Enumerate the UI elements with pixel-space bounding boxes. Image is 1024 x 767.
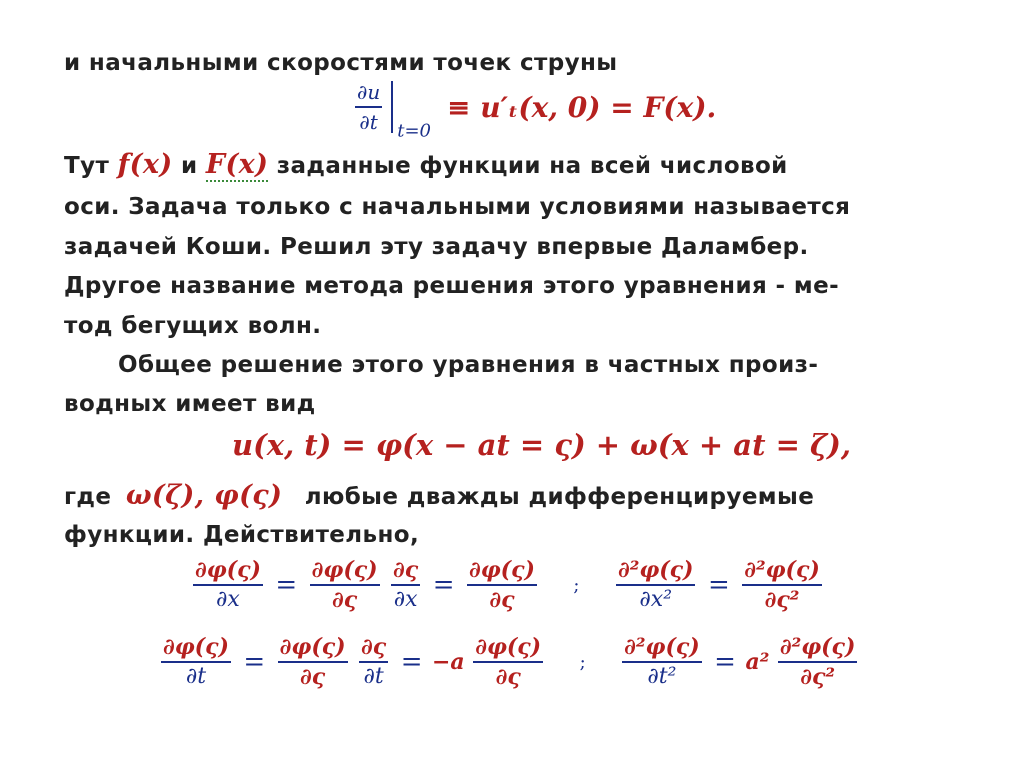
denominator: ∂t (185, 664, 207, 689)
fraction-dphi-dzeta (473, 633, 543, 691)
semicolon: ; (579, 651, 586, 673)
denominator: ∂ς² (764, 587, 800, 613)
fraction-dphi-dx (193, 556, 263, 614)
equation-initial-velocity (352, 78, 716, 142)
text-line-5: Другое название метода решения этого уравнения - ме- (64, 273, 840, 299)
numerator: ∂²φ(ς) (616, 556, 696, 586)
numerator: ∂²φ(ς) (622, 633, 702, 663)
numerator: ∂²φ(ς) (742, 556, 822, 586)
equals-sign: = (243, 647, 266, 677)
text-line-1: и начальными скоростями точек струны (64, 50, 618, 76)
equation-rhs: ≡ u′ₜ(x, 0) = F(x). (447, 90, 717, 124)
equals-sign: = (400, 647, 423, 677)
fraction-d2phi-dt2 (622, 633, 702, 691)
word-gde: где (64, 484, 112, 510)
text-line-9-rest: любые дважды дифференцируемые (304, 484, 815, 510)
numerator: ∂φ(ς) (193, 556, 263, 586)
minus-a: −a (432, 649, 465, 675)
equation-row-x-derivatives (190, 556, 825, 614)
text-line-9 (64, 481, 814, 512)
fraction-dphi-dzeta (310, 556, 380, 614)
evaluation-bar (391, 81, 393, 133)
numerator: ∂ς (391, 556, 420, 586)
equals-sign: = (707, 570, 730, 600)
text-line-7: Общее решение этого уравнения в частных произ- (118, 352, 819, 378)
fraction-d2phi-dzeta2 (778, 633, 858, 691)
denominator: ∂ς (300, 664, 326, 690)
denominator: ∂ς (332, 587, 358, 613)
equation-row-t-derivatives (158, 633, 860, 691)
text-line-3: оси. Задача только с начальными условиями называется (64, 194, 851, 220)
numerator: ∂ς (359, 633, 388, 663)
text-line-10: функции. Действительно, (64, 522, 420, 548)
a-squared: a² (745, 649, 770, 675)
numerator: ∂φ(ς) (467, 556, 537, 586)
denominator: ∂ς (489, 587, 515, 613)
denominator-dt: ∂t (359, 110, 378, 134)
word-and: и (180, 153, 198, 179)
denominator: ∂t (363, 664, 384, 689)
equals-sign: = (432, 570, 455, 600)
math-F-x: F(x) (205, 149, 269, 180)
numerator-du: ∂u (355, 78, 382, 108)
text-line-8: водных имеет вид (64, 391, 316, 417)
denominator: ∂ς (495, 664, 521, 690)
numerator: ∂²φ(ς) (778, 633, 858, 663)
subscript-t-equals-0: t=0 (397, 120, 432, 142)
equals-sign: = (275, 570, 298, 600)
fraction-dzeta-dx (391, 556, 420, 614)
fraction-dphi-dt (161, 633, 231, 691)
fraction-dphi-dzeta (467, 556, 537, 614)
text-line-2 (64, 150, 788, 181)
text-line-2-rest: заданные функции на всей числовой (276, 153, 788, 179)
fraction-d2phi-dzeta2 (742, 556, 822, 614)
word-tut: Тут (64, 153, 110, 179)
denominator: ∂x (216, 587, 240, 612)
denominator: ∂ς² (800, 664, 836, 690)
text-line-6: тод бегущих волн. (64, 313, 322, 339)
numerator: ∂φ(ς) (278, 633, 348, 663)
equals-sign: = (714, 647, 736, 677)
numerator: ∂φ(ς) (310, 556, 380, 586)
math-omega-phi: ω(ζ), φ(ς) (125, 480, 283, 511)
numerator: ∂φ(ς) (473, 633, 543, 663)
math-f-x: f(x) (117, 149, 173, 180)
denominator: ∂x (393, 587, 418, 612)
equation-general-solution: u(x, t) = φ(x − at = ς) + ω(x + at = ζ), (232, 428, 851, 462)
denominator: ∂t² (647, 664, 677, 689)
fraction-du-dt (355, 78, 382, 136)
numerator: ∂φ(ς) (161, 633, 231, 663)
semicolon: ; (573, 574, 580, 596)
text-line-4: задачей Коши. Решил эту задачу впервые Даламбер. (64, 234, 809, 260)
denominator: ∂x² (639, 587, 673, 612)
fraction-d2phi-dx2 (616, 556, 696, 614)
fraction-dphi-dzeta (278, 633, 348, 691)
fraction-dzeta-dt (359, 633, 388, 691)
